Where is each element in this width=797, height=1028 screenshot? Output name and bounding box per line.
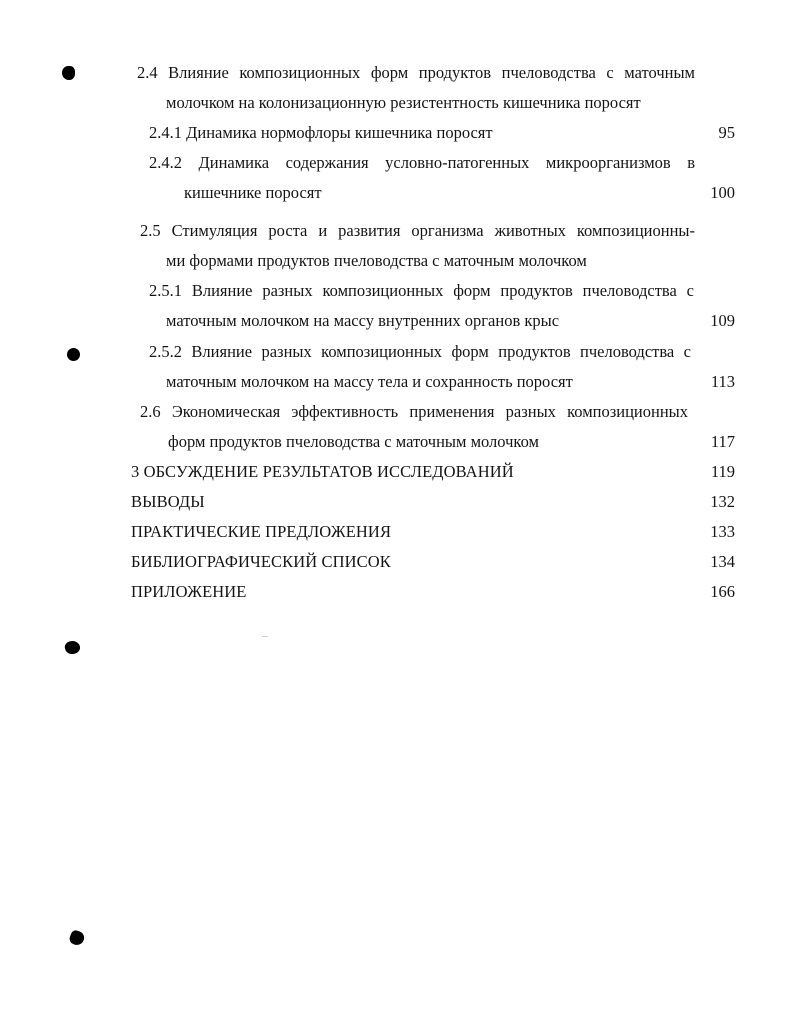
punch-hole-mark [64, 640, 81, 656]
toc-entry-2-4-1: 2.4.1 Динамика нормофлоры кишечника поросят [149, 123, 493, 142]
toc-page-number: 95 [718, 123, 735, 142]
toc-entry-2-5-2-line1: 2.5.2 Влияние разных композиционных форм продуктов пчеловодства с [149, 342, 691, 361]
toc-entry-2-5-line1: 2.5 Стимуляция роста и развития организма животных композиционны- [140, 221, 695, 240]
toc-page-number: 117 [710, 432, 735, 451]
punch-hole-mark [62, 66, 75, 80]
toc-page-number: 166 [710, 582, 735, 601]
toc-entry-bibliography: БИБЛИОГРАФИЧЕСКИЙ СПИСОК [131, 552, 391, 571]
toc-entry-conclusions: ВЫВОДЫ [131, 492, 205, 511]
toc-entry-2-5-1-line1: 2.5.1 Влияние разных композиционных форм продуктов пчеловодства с [149, 281, 694, 300]
toc-page-number: 119 [710, 462, 735, 481]
toc-page-number: 113 [710, 372, 735, 391]
toc-entry-2-6-line2: форм продуктов пчеловодства с маточным молочком [168, 432, 539, 451]
toc-page-number: 134 [710, 552, 735, 571]
toc-page-number: 100 [710, 183, 735, 202]
toc-entry-appendix: ПРИЛОЖЕНИЕ [131, 582, 247, 601]
toc-entry-3: 3 ОБСУЖДЕНИЕ РЕЗУЛЬТАТОВ ИССЛЕДОВАНИЙ [131, 462, 514, 481]
toc-entry-2-4-2-line1: 2.4.2 Динамика содержания условно-патогенных микроорганизмов в [149, 153, 695, 172]
toc-entry-2-5-1-line2: маточным молочком на массу внутренних органов крыс [166, 311, 560, 330]
scan-speck [262, 636, 268, 637]
toc-entry-2-4-line1: 2.4 Влияние композиционных форм продуктов пчеловодства с маточным [137, 63, 695, 82]
toc-page-number: 133 [710, 522, 735, 541]
toc-page-number: 132 [710, 492, 735, 511]
punch-hole-mark [68, 929, 86, 947]
toc-entry-2-5-line2: ми формами продуктов пчеловодства с маточным молочком [166, 251, 587, 270]
toc-entry-practical: ПРАКТИЧЕСКИЕ ПРЕДЛОЖЕНИЯ [131, 522, 392, 541]
toc-entry-2-5-2-line2: маточным молочком на массу тела и сохранность поросят [166, 372, 573, 391]
toc-entry-2-4-2-line2: кишечнике поросят [184, 183, 322, 202]
toc-page-number: 109 [710, 311, 735, 330]
punch-hole-mark [67, 348, 80, 361]
toc-entry-2-4-line2: молочком на колонизационную резистентность кишечника поросят [166, 93, 641, 112]
toc-entry-2-6-line1: 2.6 Экономическая эффективность применения разных композиционных [140, 402, 688, 421]
